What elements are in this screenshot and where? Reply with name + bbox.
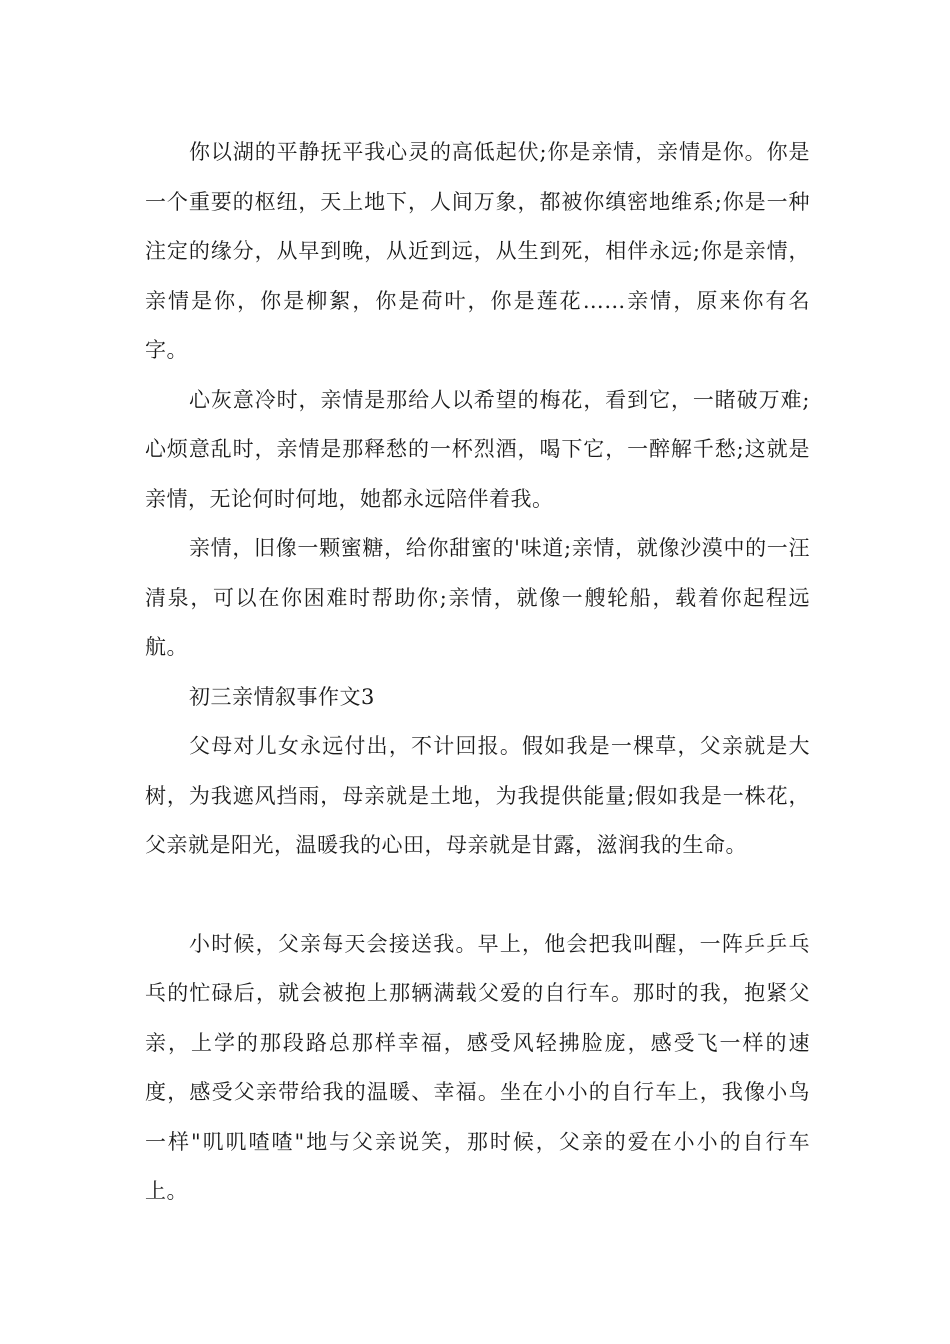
paragraph-spacer (145, 871, 810, 920)
section-title: 初三亲情叙事作文3 (189, 684, 375, 709)
paragraph-1: 你以湖的平静抚平我心灵的高低起伏;你是亲情，亲情是你。你是一个重要的枢纽，天上地下，人间万象，都被你缜密地维系;你是一种注定的缘分，从早到晚，从近到远，从生到死，相伴永远;你是亲情，亲情是你，你是柳絮，你是荷叶，你是莲花……亲情，原来你有名字。 (145, 140, 810, 362)
paragraph-4: 父母对儿女永远付出，不计回报。假如我是一棵草，父亲就是大树，为我遮风挡雨，母亲就是土地，为我提供能量;假如我是一株花，父亲就是阳光，温暖我的心田，母亲就是甘露，滋润我的生命。 (145, 734, 810, 857)
document-body (145, 128, 810, 1217)
paragraph-3: 亲情，旧像一颗蜜糖，给你甜蜜的'味道;亲情，就像沙漠中的一汪清泉，可以在你困难时帮助你;亲情，就像一艘轮船，载着你起程远航。 (145, 536, 810, 659)
paragraph-2: 心灰意冷时，亲情是那给人以希望的梅花，看到它，一睹破万难;心烦意乱时，亲情是那释愁的一杯烈酒，喝下它，一醉解千愁;这就是亲情，无论何时何地，她都永远陪伴着我。 (145, 387, 810, 511)
paragraph-5: 小时候，父亲每天会接送我。早上，他会把我叫醒，一阵乒乒乓乓的忙碌后，就会被抱上那辆满载父爱的自行车。那时的我，抱紧父亲，上学的那段路总那样幸福，感受风轻拂脸庞，感受飞一样的速度，感受父亲带给我的温暖、幸福。坐在小小的自行车上，我像小鸟一样"叽叽喳喳"地与父亲说笑，那时候，父亲的爱在小小的自行车上。 (145, 931, 810, 1203)
